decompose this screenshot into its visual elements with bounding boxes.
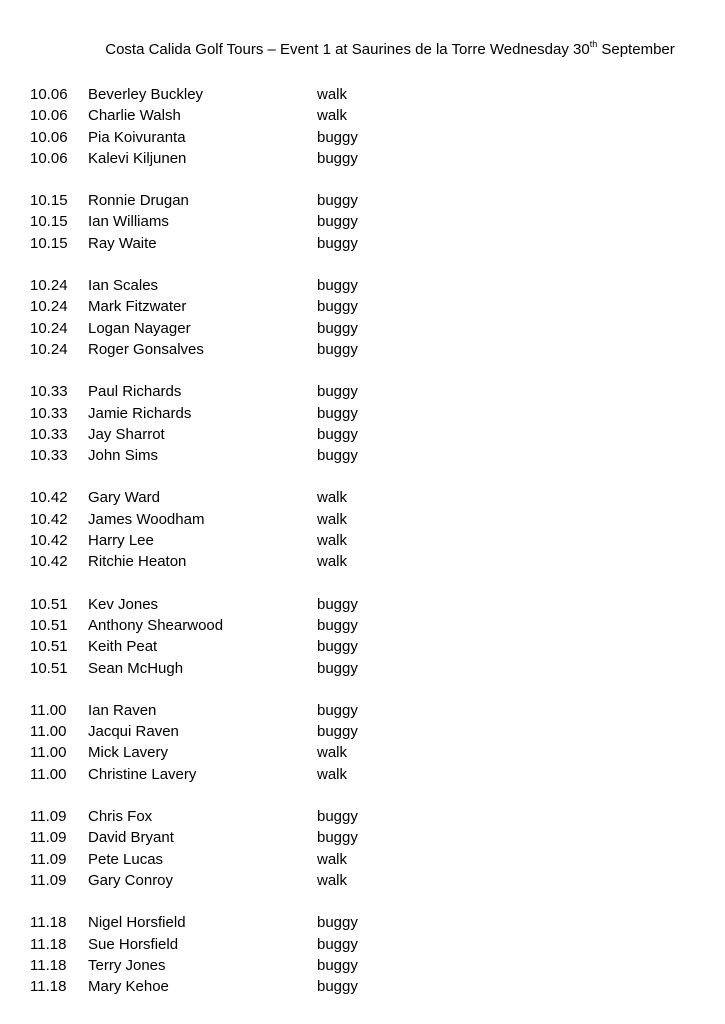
player-name: Kev Jones	[88, 595, 159, 613]
transport-mode: buggy	[317, 277, 358, 295]
player-name: Beverley Buckley	[88, 86, 204, 103]
player-row	[30, 742, 710, 763]
player-row	[30, 615, 710, 636]
player-name: Anthony Shearwood	[88, 616, 224, 634]
transport-mode: buggy	[317, 638, 358, 656]
player-row	[30, 870, 710, 891]
tee-time: 10.51	[30, 659, 68, 677]
tee-time-group	[30, 275, 710, 360]
player-name: Mark Fitzwater	[88, 298, 187, 316]
player-row	[30, 127, 710, 148]
player-row	[30, 764, 710, 785]
transport-mode: buggy	[317, 340, 358, 358]
transport-mode: walk	[317, 871, 348, 889]
tee-time: 11.18	[30, 956, 67, 974]
transport-mode: buggy	[317, 447, 358, 465]
player-name: Roger Gonsalves	[88, 340, 204, 358]
transport-mode: buggy	[317, 128, 358, 146]
player-row	[30, 275, 710, 296]
player-row	[30, 594, 710, 615]
tee-time: 10.42	[30, 489, 68, 507]
tee-time-group	[30, 487, 710, 572]
tee-time: 10.51	[30, 616, 68, 634]
transport-mode: buggy	[317, 383, 358, 401]
transport-mode: walk	[317, 744, 348, 762]
tee-time: 10.15	[30, 234, 68, 252]
tee-time: 10.06	[30, 107, 68, 125]
tee-time: 11.00	[30, 765, 67, 783]
tee-time: 11.18	[30, 914, 67, 932]
tee-time-group	[30, 806, 710, 891]
transport-mode: buggy	[317, 595, 358, 613]
player-name: John Sims	[88, 447, 159, 465]
player-row	[30, 381, 710, 402]
title-main: Costa Calida Golf Tours – Event 1 at Saurines de la Torre Wednesday 30	[105, 41, 590, 58]
tee-time: 11.09	[30, 808, 67, 826]
player-row	[30, 530, 710, 551]
player-name: Mick Lavery	[88, 744, 169, 762]
player-name: Logan Nayager	[88, 319, 191, 337]
tee-time: 10.33	[30, 404, 68, 422]
player-row	[30, 339, 710, 360]
player-name: Ian Raven	[88, 701, 157, 719]
tee-time: 10.33	[30, 425, 68, 443]
tee-time: 11.09	[30, 850, 67, 868]
transport-mode: buggy	[317, 192, 358, 210]
tee-time: 10.06	[30, 128, 68, 146]
player-name: Kalevi Kiljunen	[88, 149, 187, 167]
tee-time: 10.24	[30, 298, 68, 316]
tee-time: 11.09	[30, 829, 67, 847]
tee-time: 10.24	[30, 277, 68, 295]
player-name: Mary Kehoe	[88, 978, 169, 996]
transport-mode: buggy	[317, 723, 358, 741]
tee-time-list	[30, 84, 710, 1018]
transport-mode: buggy	[317, 234, 358, 252]
tee-time: 10.24	[30, 319, 68, 337]
transport-mode: walk	[317, 532, 348, 550]
player-row	[30, 105, 710, 126]
tee-time-group	[30, 381, 710, 466]
player-name: Ray Waite	[88, 234, 157, 252]
transport-mode: buggy	[317, 701, 358, 719]
player-name: Gary Conroy	[88, 871, 174, 889]
transport-mode: buggy	[317, 978, 358, 996]
transport-mode: buggy	[317, 404, 358, 422]
transport-mode: walk	[317, 107, 348, 125]
player-row	[30, 509, 710, 530]
player-name: Terry Jones	[88, 956, 166, 974]
player-name: Keith Peat	[88, 638, 158, 656]
player-name: Jay Sharrot	[88, 425, 165, 443]
tee-time: 10.42	[30, 510, 68, 528]
player-name: Ronnie Drugan	[88, 192, 189, 210]
player-row	[30, 912, 710, 933]
transport-mode: buggy	[317, 935, 358, 953]
transport-mode: buggy	[317, 298, 358, 316]
player-row	[30, 827, 710, 848]
transport-mode: buggy	[317, 956, 358, 974]
player-row	[30, 296, 710, 317]
player-row	[30, 445, 710, 466]
player-name: Nigel Horsfield	[88, 914, 186, 932]
tee-time-group	[30, 594, 710, 679]
tee-time-group	[30, 190, 710, 254]
tee-time-group	[30, 912, 710, 997]
transport-mode: buggy	[317, 914, 358, 932]
tee-time: 10.42	[30, 553, 68, 571]
transport-mode: walk	[317, 489, 348, 507]
tee-time: 11.18	[30, 978, 67, 996]
player-row	[30, 636, 710, 657]
player-name: Sean McHugh	[88, 659, 184, 677]
player-row	[30, 211, 710, 232]
player-row	[30, 976, 710, 997]
tee-time-group	[30, 700, 710, 785]
transport-mode: buggy	[317, 808, 358, 826]
player-row	[30, 700, 710, 721]
player-row	[30, 721, 710, 742]
tee-time: 10.51	[30, 595, 68, 613]
transport-mode: buggy	[317, 829, 358, 847]
player-row	[30, 84, 710, 105]
player-name: Ian Williams	[88, 213, 169, 231]
player-name: Pete Lucas	[88, 850, 164, 868]
player-name: Christine Lavery	[88, 765, 197, 783]
transport-mode: walk	[317, 553, 348, 571]
player-row	[30, 934, 710, 955]
player-row	[30, 148, 710, 169]
player-row	[30, 955, 710, 976]
transport-mode: buggy	[317, 213, 358, 231]
tee-time-group	[30, 84, 710, 169]
transport-mode: walk	[317, 765, 348, 783]
page-title	[0, 40, 725, 60]
player-name: Ian Scales	[88, 277, 159, 295]
tee-time: 10.33	[30, 447, 68, 465]
transport-mode: walk	[317, 86, 348, 103]
tee-time: 11.00	[30, 744, 67, 762]
player-name: Harry Lee	[88, 532, 154, 550]
tee-time: 10.51	[30, 638, 68, 656]
player-name: Paul Richards	[88, 383, 182, 401]
tee-time: 10.33	[30, 383, 68, 401]
tee-time: 11.00	[30, 723, 67, 741]
tee-time: 10.15	[30, 192, 68, 210]
transport-mode: buggy	[317, 425, 358, 443]
player-row	[30, 190, 710, 211]
title-end: September	[597, 41, 675, 58]
tee-time: 11.09	[30, 871, 67, 889]
player-row	[30, 806, 710, 827]
player-name: Sue Horsfield	[88, 935, 179, 953]
tee-time: 10.24	[30, 340, 68, 358]
tee-time: 10.15	[30, 213, 68, 231]
player-row	[30, 487, 710, 508]
transport-mode: walk	[317, 850, 348, 868]
player-name: Pia Koivuranta	[88, 128, 186, 146]
transport-mode: buggy	[317, 659, 358, 677]
player-row	[30, 318, 710, 339]
transport-mode: walk	[317, 510, 348, 528]
player-row	[30, 849, 710, 870]
player-name: Chris Fox	[88, 808, 153, 826]
transport-mode: buggy	[317, 149, 358, 167]
player-name: Ritchie Heaton	[88, 553, 187, 571]
player-name: James Woodham	[88, 510, 205, 528]
player-row	[30, 424, 710, 445]
player-row	[30, 658, 710, 679]
tee-time: 10.42	[30, 532, 68, 550]
tee-time: 11.18	[30, 935, 67, 953]
player-row	[30, 403, 710, 424]
transport-mode: buggy	[317, 616, 358, 634]
transport-mode: buggy	[317, 319, 358, 337]
tee-time: 11.00	[30, 701, 67, 719]
player-name: David Bryant	[88, 829, 174, 847]
player-name: Jamie Richards	[88, 404, 192, 422]
tee-time: 10.06	[30, 149, 68, 167]
title-ordinal-suffix: th	[589, 39, 598, 49]
player-name: Jacqui Raven	[88, 723, 179, 741]
player-name: Gary Ward	[88, 489, 160, 507]
player-row	[30, 551, 710, 572]
player-name: Charlie Walsh	[88, 107, 181, 125]
player-row	[30, 233, 710, 254]
tee-time: 10.06	[30, 86, 68, 103]
